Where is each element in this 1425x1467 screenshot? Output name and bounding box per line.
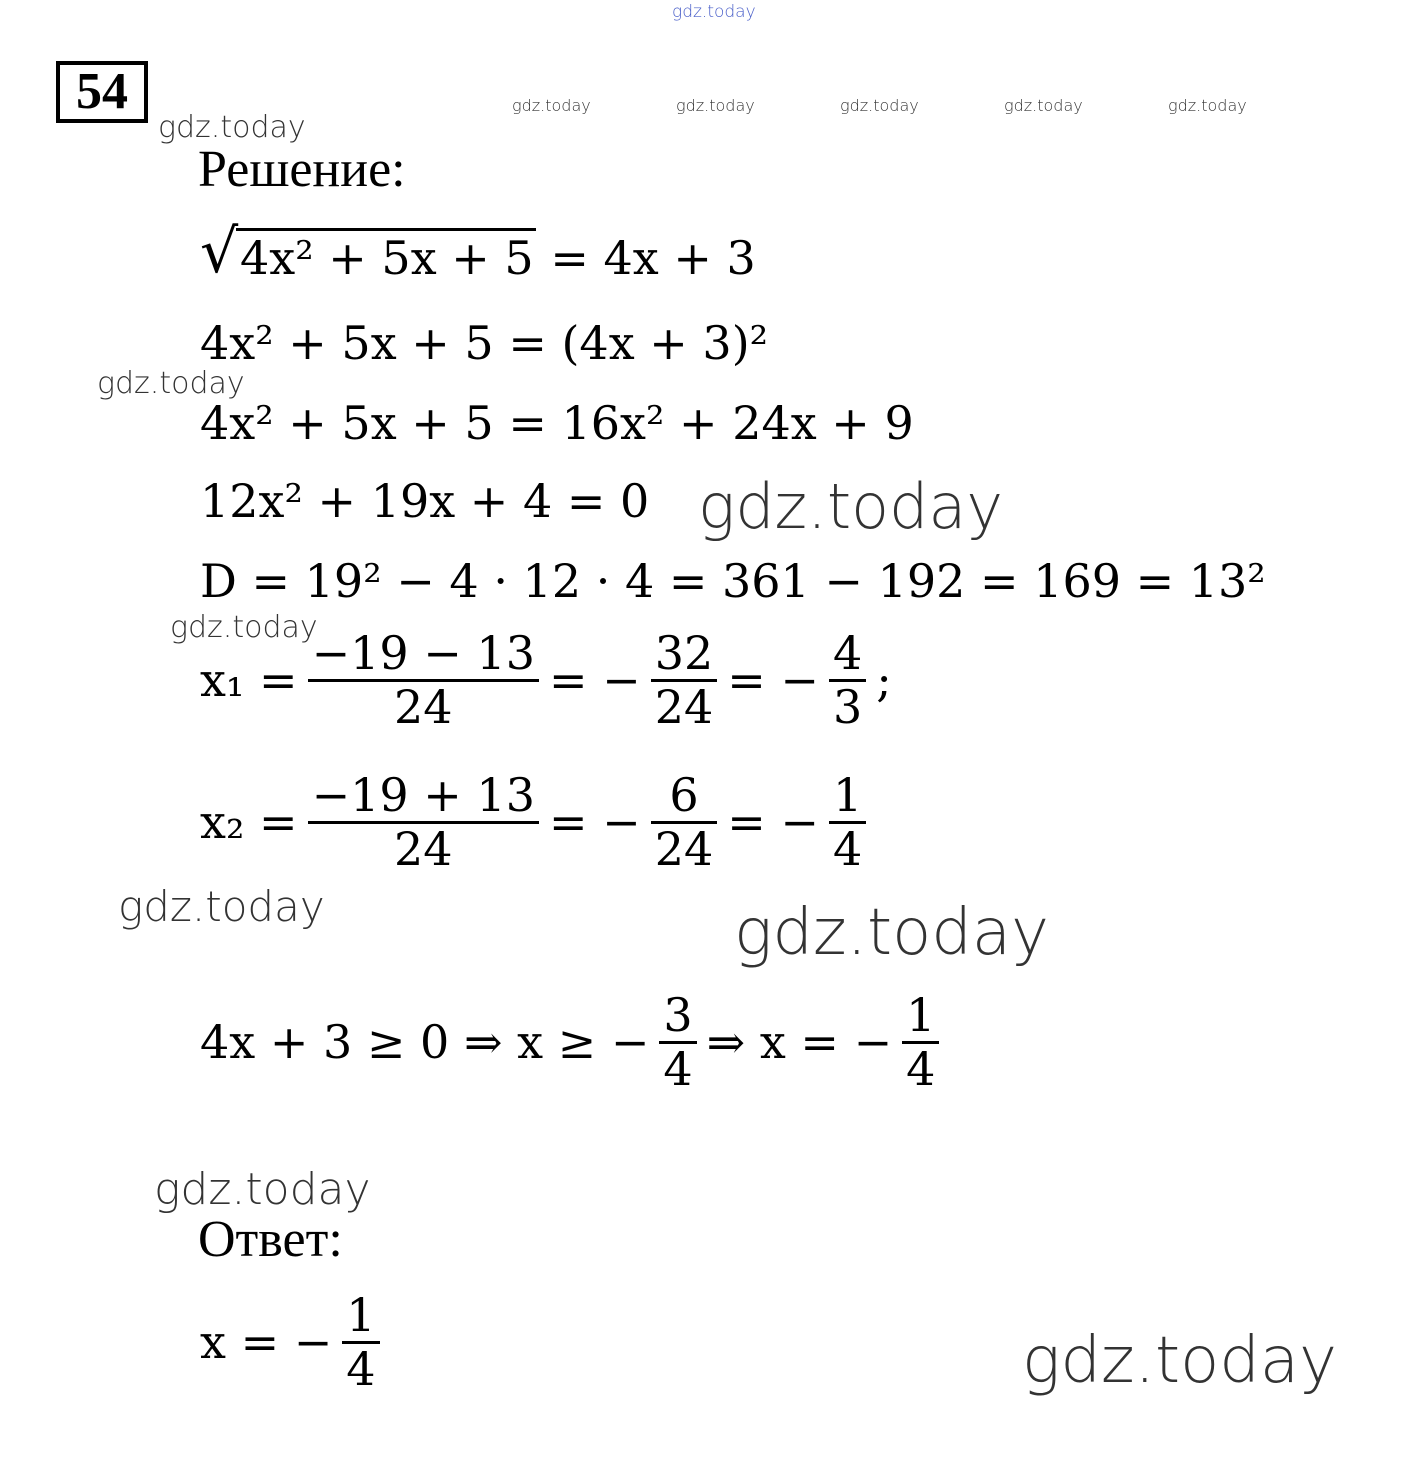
root-x2-line: x₂ = $\frac{-19 + 13}{24}$ = − $\frac{6}{24}$ = − $\frac{1}{4}$ <box>200 770 872 874</box>
x2-denominator-1: 24 <box>393 821 453 876</box>
x1-numerator-3: 4 <box>832 626 863 680</box>
solution-label: Решение: <box>198 141 406 198</box>
radicand: 4x² + 5x + 5 <box>236 228 536 281</box>
condition-part-a: 4x + 3 ≥ 0 ⇒ x ≥ − <box>200 1015 650 1070</box>
watermark-2: gdz.today <box>97 366 245 401</box>
x1-fraction-2 <box>651 628 718 732</box>
problem-number: 54 <box>56 61 148 123</box>
x2-numerator-3: 1 <box>832 768 863 822</box>
x1-denominator-1: 24 <box>393 679 453 734</box>
x2-numerator-2: 6 <box>669 768 699 822</box>
x2-fraction-3 <box>829 770 866 874</box>
equation-line-4: 12x² + 19x + 4 = 0 <box>200 474 650 528</box>
watermark-1: gdz.today <box>158 110 306 145</box>
equation-line-2: 4x² + 5x + 5 = (4x + 3)² <box>200 316 769 370</box>
x1-numerator-2: 32 <box>654 626 714 680</box>
x2-lhs: x₂ = <box>200 795 298 850</box>
answer-fraction <box>342 1290 379 1394</box>
watermark-row-5: gdz.today <box>1168 96 1247 115</box>
x2-fraction-2 <box>651 770 718 874</box>
watermark-3: gdz.today <box>698 470 1004 543</box>
root-x1-line: x₁ = $\frac{-19 - 13}{24}$ = − $\frac{32}{24}$ = − $\frac{4}{3}$ ; <box>200 626 892 734</box>
answer-label: Ответ: <box>198 1211 343 1268</box>
watermark-row-4: gdz.today <box>1004 96 1083 115</box>
condition-denominator-2: 4 <box>906 1041 936 1096</box>
condition-fraction-2 <box>902 990 939 1094</box>
equation-line-1-rhs: = 4x + 3 <box>550 231 756 285</box>
condition-numerator-2: 1 <box>906 988 936 1042</box>
watermark-8: gdz.today <box>1022 1324 1337 1398</box>
x1-denominator-3: 3 <box>832 679 863 734</box>
condition-fraction-1 <box>659 990 696 1094</box>
x1-lhs: x₁ = <box>200 653 298 708</box>
watermark-7: gdz.today <box>154 1164 371 1215</box>
watermark-5: gdz.today <box>118 882 325 931</box>
answer-line <box>200 1290 386 1394</box>
watermark-top: gdz.today <box>672 2 756 22</box>
condition-part-b: ⇒ x = − <box>706 1015 893 1070</box>
x2-denominator-3: 4 <box>832 821 863 876</box>
watermark-row-3: gdz.today <box>840 96 919 115</box>
answer-lhs: x = − <box>200 1315 333 1370</box>
x2-denominator-2: 24 <box>654 821 714 876</box>
watermark-6: gdz.today <box>734 896 1049 970</box>
condition-numerator-1: 3 <box>663 988 693 1042</box>
x1-denominator-2: 24 <box>654 679 714 734</box>
x2-fraction-1 <box>308 770 539 874</box>
watermark-4: gdz.today <box>170 610 318 645</box>
condition-denominator-1: 4 <box>663 1041 693 1096</box>
answer-numerator: 1 <box>346 1288 376 1342</box>
discriminant-line: D = 19² − 4 · 12 · 4 = 361 − 192 = 169 = 13² <box>200 554 1266 608</box>
equation-line-1 <box>200 217 756 287</box>
watermark-row-2: gdz.today <box>676 96 755 115</box>
sqrt-expression: √ 4x² + 5x + 5 <box>200 217 534 287</box>
x1-fraction-3 <box>829 628 866 732</box>
condition-line <box>200 990 945 1094</box>
equation-line-3: 4x² + 5x + 5 = 16x² + 24x + 9 <box>200 396 914 450</box>
x1-numerator-1: −19 − 13 <box>311 626 535 680</box>
x1-fraction-1 <box>308 628 539 732</box>
x2-numerator-1: −19 + 13 <box>311 768 535 822</box>
answer-denominator: 4 <box>346 1341 376 1396</box>
watermark-row-1: gdz.today <box>512 96 591 115</box>
